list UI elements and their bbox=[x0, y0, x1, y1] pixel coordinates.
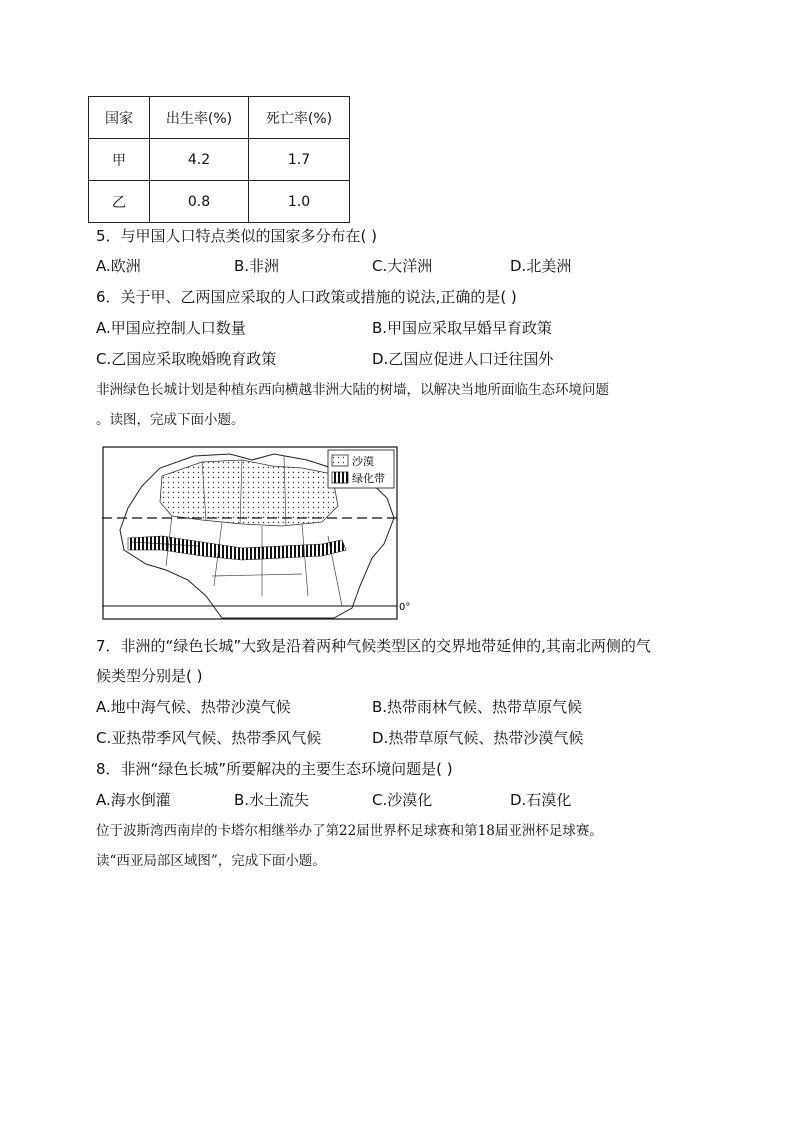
legend-desert-swatch bbox=[332, 455, 348, 466]
legend-green-swatch bbox=[332, 472, 348, 483]
passage-2-line-2: 读“西亚局部区域图”，完成下面小题。 bbox=[96, 853, 326, 869]
table-cell: 0.8 bbox=[150, 181, 249, 223]
q8-option-a[interactable]: A.海水倒灌 bbox=[96, 791, 171, 809]
table-cell: 1.0 bbox=[249, 181, 350, 223]
question-5-stem: 5．与甲国人口特点类似的国家多分布在( ) bbox=[96, 227, 378, 245]
table-cell: 乙 bbox=[89, 181, 150, 223]
equator-label: 0° bbox=[399, 602, 411, 613]
table-cell: 1.7 bbox=[249, 139, 350, 181]
table-cell: 甲 bbox=[89, 139, 150, 181]
table-row bbox=[89, 139, 350, 181]
table-header-cell: 出生率(%) bbox=[150, 97, 249, 139]
q5-option-b[interactable]: B.非洲 bbox=[234, 257, 280, 275]
q8-option-b[interactable]: B.水土流失 bbox=[234, 791, 310, 809]
africa-green-wall-map bbox=[102, 446, 412, 622]
question-7-stem-line-2: 候类型分别是( ) bbox=[96, 667, 203, 685]
q5-option-c[interactable]: C.大洋洲 bbox=[372, 257, 433, 275]
q5-option-a[interactable]: A.欧洲 bbox=[96, 257, 141, 275]
q6-option-b[interactable]: B.甲国应采取早婚早育政策 bbox=[372, 319, 553, 337]
table-header-cell: 国家 bbox=[89, 97, 150, 139]
q5-option-d[interactable]: D.北美洲 bbox=[510, 257, 572, 275]
table-header-cell: 死亡率(%) bbox=[249, 97, 350, 139]
q6-option-d[interactable]: D.乙国应促进人口迁往国外 bbox=[372, 350, 554, 368]
question-6-stem: 6．关于甲、乙两国应采取的人口政策或措施的说法,正确的是( ) bbox=[96, 288, 517, 306]
q8-option-c[interactable]: C.沙漠化 bbox=[372, 791, 433, 809]
q8-option-d[interactable]: D.石漠化 bbox=[510, 791, 572, 809]
passage-2-line-1: 位于波斯湾西南岸的卡塔尔相继举办了第22届世界杯足球赛和第18届亚洲杯足球赛。 bbox=[96, 823, 603, 839]
legend-green-label: 绿化带 bbox=[352, 472, 385, 485]
passage-1-line-1: 非洲绿色长城计划是种植东西向横越非洲大陆的树墙，以解决当地所面临生态环境问题 bbox=[96, 382, 609, 398]
population-table bbox=[88, 96, 350, 223]
question-7-stem-line-1: 7．非洲的“绿色长城”大致是沿着两种气候类型区的交界地带延伸的,其南北两侧的气 bbox=[96, 637, 651, 655]
q6-option-c[interactable]: C.乙国应采取晚婚晚育政策 bbox=[96, 350, 277, 368]
q7-option-c[interactable]: C.亚热带季风气候、热带季风气候 bbox=[96, 729, 322, 747]
q7-option-d[interactable]: D.热带草原气候、热带沙漠气候 bbox=[372, 729, 584, 747]
legend-desert-label: 沙漠 bbox=[352, 455, 374, 468]
table-cell: 4.2 bbox=[150, 139, 249, 181]
q7-option-b[interactable]: B.热带雨林气候、热带草原气候 bbox=[372, 698, 583, 716]
table-row bbox=[89, 181, 350, 223]
desert-region bbox=[160, 460, 338, 526]
passage-1-line-2: 。读图，完成下面小题。 bbox=[96, 412, 245, 428]
table-header-row bbox=[89, 97, 350, 139]
q7-option-a[interactable]: A.地中海气候、热带沙漠气候 bbox=[96, 698, 291, 716]
q6-option-a[interactable]: A.甲国应控制人口数量 bbox=[96, 319, 246, 337]
question-8-stem: 8．非洲“绿色长城”所要解决的主要生态环境问题是( ) bbox=[96, 760, 453, 778]
